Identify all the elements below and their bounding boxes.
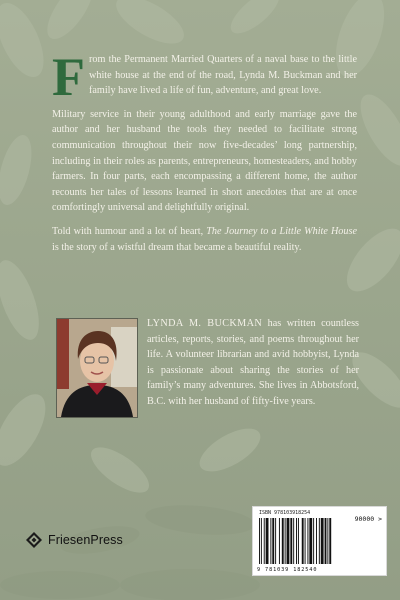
drop-cap: F [52,47,85,107]
publisher-logo [26,532,123,548]
isbn-digits: 9 781039 182540 [257,567,318,573]
blurb-paragraph-3-end: is the story of a wistful dream that became a beautiful reality. [52,241,302,253]
publisher-name: FriesenPress [48,533,123,547]
blurb-paragraph-3 [52,224,357,255]
back-cover-blurb [52,47,357,263]
price-code: 90000 > [354,515,382,523]
author-name: LYNDA M. BUCKMAN [147,318,263,329]
barcode-bars [259,518,383,564]
isbn-label: ISBN 978103918254 [259,510,311,516]
blurb-paragraph-3-intro: Told with humour and a lot of heart, [52,225,207,237]
book-title: The Journey to a Little White House [206,225,357,237]
blurb-paragraph-1-text: rom the Permanent Married Quarters of a naval base to the little white house at the end of the road, Lynda M. Buckman and her family have lived a life of fun, adventure, and great love. [89,54,357,97]
isbn-barcode [252,506,387,576]
blurb-paragraph-1 [52,47,357,107]
author-bio-text: has written countless articles, reports, stories, and poems throughout her life. A volunteer librarian and avid hobbyist, Lynda is passionate about sharing the stories of her family’s many adventures. She lives in Abbotsford, B.C. with her husband of fifty-five years. [147,318,359,407]
blurb-paragraph-2: Military service in their young adulthood and early marriage gave the author and her husband the tools they needed to facilitate strong communication throughout their now five-decades’ long partnership, including in their roles as parents, entrepreneurs, homesteaders, and hobby farmers. In four parts, each encompassing a different home, the author recounts her tales of lessons learned in short anecdotes that are at once comfortingly universal and delightfully original. [52,108,357,214]
friesenpress-logo-icon [26,532,42,548]
author-photo [56,318,138,418]
author-bio [147,316,359,410]
